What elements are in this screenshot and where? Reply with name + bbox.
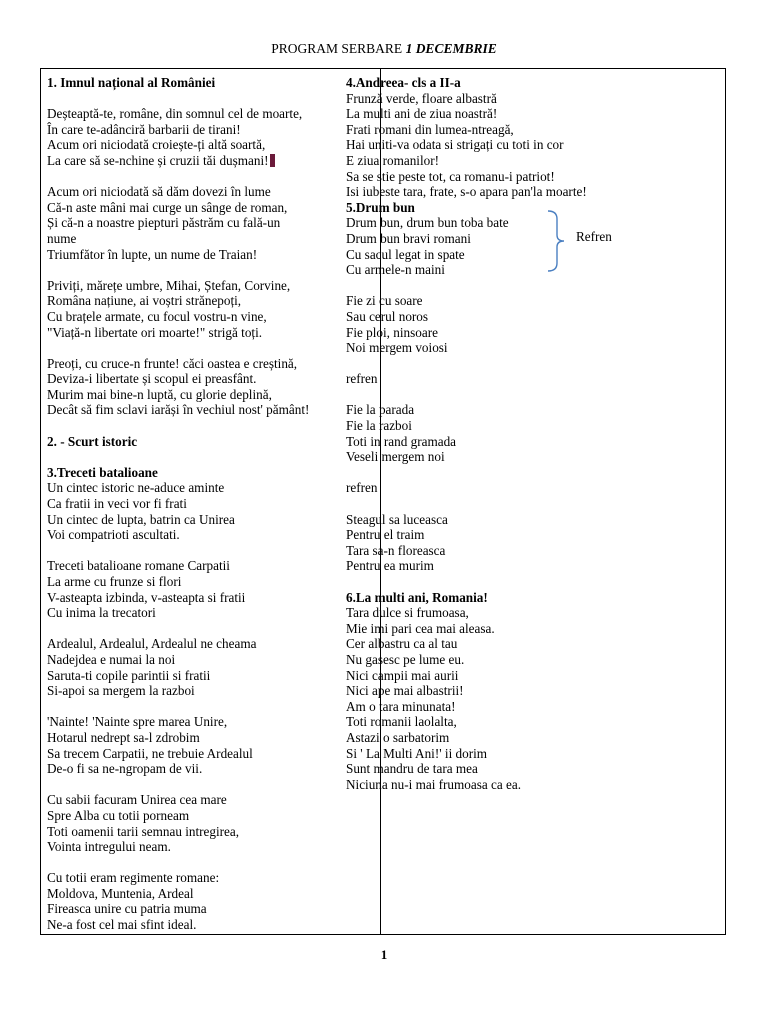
title-date: 1 DECEMBRIE: [405, 41, 497, 56]
line-text: Sunt mandru de tara mea: [346, 761, 478, 777]
line-text: Tara sa-n floreasca: [346, 542, 446, 558]
line-text: La arme cu frunze si flori: [47, 574, 182, 589]
left-verse-line: [47, 496, 375, 512]
line-text: Murim mai bine-n luptă, cu glorie deplină,: [47, 386, 272, 402]
left-verse-line: [47, 839, 375, 855]
left-section-heading: [47, 434, 375, 450]
line-text: Un cintec de lupta, batrin ca Unirea: [47, 511, 235, 527]
line-text: Pentru ea murim: [346, 558, 434, 574]
line-text: Ca fratii in veci vor fi frati: [47, 496, 187, 512]
line-text: 1. Imnul național al României: [47, 75, 216, 90]
line-text: Hotarul nedrept sa-l zdrobim: [47, 729, 200, 745]
right-verse-line: [346, 543, 716, 559]
line-text: Vointa intregului neam.: [47, 839, 171, 855]
right-verse-line: [346, 371, 716, 387]
left-verse-line: [47, 558, 375, 574]
right-verse-line: [346, 293, 716, 309]
left-verse-line: [47, 402, 375, 418]
right-verse-line: [346, 636, 716, 652]
line-text: Sau cerul noros: [346, 308, 429, 324]
title-prefix: PROGRAM SERBARE: [271, 41, 406, 56]
line-text: Cu inima la trecatori: [47, 605, 156, 621]
left-verse-line: [47, 574, 375, 590]
left-verse-line: [47, 746, 375, 762]
left-verse-line: [47, 714, 375, 730]
right-verse-line: [346, 777, 716, 793]
right-verse-line: [346, 714, 716, 730]
line-text: Cu totii eram regimente romane:: [47, 870, 220, 886]
left-verse-line: [47, 917, 375, 933]
line-text: "Viață-n libertate ori moarte!" strigă toți.: [47, 324, 263, 340]
left-verse-line: [47, 247, 375, 263]
line-text: Hai uniti-va odata si strigați cu toti in cor: [346, 137, 564, 153]
line-text: Sa trecem Carpatii, ne trebuie Ardealul: [47, 745, 253, 761]
left-verse-line: [47, 122, 375, 138]
right-verse-line: [346, 215, 716, 231]
spacer: [346, 465, 716, 481]
right-verse-line: [346, 434, 716, 450]
spacer: [47, 777, 375, 793]
right-verse-line: [346, 761, 716, 777]
right-section-heading: [346, 200, 716, 216]
right-verse-line: [346, 309, 716, 325]
left-verse-line: [47, 153, 375, 169]
left-verse-line: [47, 325, 375, 341]
right-verse-line: [346, 558, 716, 574]
line-text: Nadejdea e numai la noi: [47, 651, 176, 667]
left-section-heading: [47, 75, 375, 91]
right-verse-line: [346, 480, 716, 496]
line-text: Mie imi pari cea mai aleasa.: [346, 620, 495, 636]
line-text: Frati romani din lumea-ntreagă,: [346, 121, 514, 137]
line-text: De-o fi sa ne-ngropam de vii.: [47, 761, 203, 777]
left-verse-line: [47, 184, 375, 200]
right-verse-line: [346, 325, 716, 341]
line-text: Româna națiune, ai voștri strănepoți,: [47, 293, 242, 309]
right-verse-line: [346, 247, 716, 263]
line-text: Cu sacul legat in spate: [346, 246, 465, 262]
line-text: Fie la razboi: [346, 418, 412, 434]
right-verse-line: [346, 449, 716, 465]
spacer: [47, 543, 375, 559]
spacer: [47, 91, 375, 107]
left-verse-line: [47, 792, 375, 808]
spacer: [346, 278, 716, 294]
spacer: [47, 699, 375, 715]
line-text: Drum bun bravi romani: [346, 230, 471, 246]
right-verse-line: [346, 122, 716, 138]
right-verse-line: [346, 153, 716, 169]
right-verse-line: [346, 668, 716, 684]
left-verse-line: [47, 527, 375, 543]
line-text: Drum bun, drum bun toba bate: [346, 215, 509, 231]
line-text: La care să se-nchine și cruzii tăi dușmani!: [47, 152, 269, 168]
right-verse-line: [346, 699, 716, 715]
line-text: Cu brațele armate, cu focul vostru-n vine,: [47, 308, 267, 324]
left-verse-line: [47, 605, 375, 621]
line-text: Cu armele-n maini: [346, 262, 445, 278]
left-verse-line: [47, 590, 375, 606]
line-text: Veseli mergem noi: [346, 449, 445, 465]
line-text: Ne-a fost cel mai sfint ideal.: [47, 917, 197, 933]
line-text: Noi mergem voiosi: [346, 340, 448, 356]
line-text: Că-n aste mâni mai curge un sânge de roman,: [47, 199, 288, 215]
line-text: Nu gasesc pe lume eu.: [346, 651, 465, 667]
line-text: 'Nainte! 'Nainte spre marea Unire,: [47, 714, 228, 730]
left-verse-line: [47, 870, 375, 886]
line-text: Priviți, mărețe umbre, Mihai, Ștefan, Corvine,: [47, 277, 291, 293]
spacer: [346, 356, 716, 372]
spacer: [47, 418, 375, 434]
left-verse-line: [47, 106, 375, 122]
line-text: Ardealul, Ardealul, Ardealul ne cheama: [47, 636, 257, 652]
left-verse-line: [47, 387, 375, 403]
refrain-brace-icon: [545, 209, 567, 273]
right-section-heading: [346, 75, 716, 91]
line-text: Decât să fim sclavi iarăși în vechiul nost' pământ!: [47, 402, 310, 418]
left-verse-line: [47, 668, 375, 684]
line-text: nume: [47, 230, 77, 246]
left-verse-line: [47, 730, 375, 746]
line-text: Toti oamenii tarii semnau intregirea,: [47, 823, 240, 839]
right-verse-line: [346, 605, 716, 621]
line-text: Acum ori niciodată să dăm dovezi în lume: [47, 184, 271, 200]
spacer: [47, 340, 375, 356]
spacer: [346, 574, 716, 590]
line-text: 2. - Scurt istoric: [47, 433, 138, 449]
line-text: Voi compatrioti ascultati.: [47, 527, 180, 543]
right-verse-line: [346, 730, 716, 746]
right-column: [346, 75, 716, 792]
line-text: E ziua romanilor!: [346, 152, 440, 168]
line-text: refren: [346, 371, 378, 387]
document-title: [0, 41, 768, 57]
line-text: Toti in rand gramada: [346, 433, 457, 449]
right-verse-line: [346, 621, 716, 637]
left-verse-line: [47, 480, 378, 496]
left-verse-line: [47, 278, 375, 294]
left-verse-line: [47, 137, 375, 153]
line-text: Un cintec istoric ne-aduce aminte: [47, 480, 225, 496]
line-text: 5.Drum bun: [346, 199, 415, 215]
left-verse-line: [47, 215, 375, 231]
left-section-heading: [47, 465, 375, 481]
line-text: Fireasca unire cu patria muma: [47, 901, 207, 917]
line-text: Preoți, cu cruce-n frunte! căci oastea e creștină,: [47, 355, 298, 371]
left-verse-line: [47, 231, 375, 247]
line-text: 4.Andreea- cls a II-a: [346, 75, 461, 90]
line-text: Spre Alba cu totii porneam: [47, 807, 190, 823]
line-text: Steagul sa luceasca: [346, 511, 448, 527]
right-verse-line: [346, 652, 716, 668]
line-text: Am o tara minunata!: [346, 698, 456, 714]
right-verse-line: [346, 512, 716, 528]
spacer: [346, 387, 716, 403]
left-verse-line: [47, 901, 375, 917]
left-verse-line: [47, 761, 375, 777]
right-verse-line: [346, 418, 716, 434]
line-text: Acum ori niciodată croiește-ți altă soartă,: [47, 137, 266, 153]
line-text: Tara dulce si frumoasa,: [346, 605, 469, 621]
right-verse-line: [346, 106, 716, 122]
line-text: Isi iubeste tara, frate, s-o apara pan'la moarte!: [346, 184, 587, 200]
line-text: Nici ape mai albastrii!: [346, 683, 464, 699]
spacer: [47, 262, 375, 278]
line-text: Pentru el traim: [346, 527, 425, 543]
spacer: [346, 496, 716, 512]
line-text: Si-apoi sa mergem la razboi: [47, 683, 195, 699]
right-verse-line: [346, 340, 716, 356]
left-verse-line: [47, 371, 378, 387]
left-verse-line: [47, 886, 375, 902]
line-text: Frunză verde, floare albastră: [346, 90, 497, 106]
line-text: Treceti batalioane romane Carpatii: [47, 558, 230, 574]
spacer: [47, 169, 375, 185]
line-text: Moldova, Muntenia, Ardeal: [47, 885, 194, 901]
line-text: refren: [346, 480, 378, 496]
line-text: 3.Treceti batalioane: [47, 464, 158, 480]
line-text: Sa se stie peste tot, ca romanu-i patriot!: [346, 168, 555, 184]
left-verse-line: [47, 652, 375, 668]
left-verse-line: [47, 808, 375, 824]
left-verse-line: [47, 293, 375, 309]
right-verse-line: [346, 184, 716, 200]
line-text: V-asteapta izbinda, v-asteapta si fratii: [47, 589, 246, 605]
right-verse-line: [346, 137, 716, 153]
right-verse-line: [346, 262, 716, 278]
line-text: Si ' La Multi Ani!' ii dorim: [346, 745, 488, 761]
right-verse-line: [346, 683, 716, 699]
right-verse-line: [346, 527, 716, 543]
line-text: Niciuna nu-i mai frumoasa ca ea.: [346, 776, 522, 792]
spacer: [47, 621, 375, 637]
spacer: [47, 855, 375, 871]
right-verse-line: [346, 91, 716, 107]
left-verse-line: [47, 636, 375, 652]
line-text: Toti romanii laolalta,: [346, 714, 457, 730]
line-text: Fie zi cu soare: [346, 293, 423, 309]
spacer: [47, 449, 375, 465]
right-section-heading: [346, 590, 716, 606]
line-text: În care te-adânciră barbarii de tirani!: [47, 121, 241, 137]
line-text: Deșteaptă-te, române, din somnul cel de moarte,: [47, 106, 303, 122]
line-text: La multi ani de ziua noastră!: [346, 106, 498, 122]
line-text: Triumfător în lupte, un nume de Traian!: [47, 246, 258, 262]
right-verse-line: [346, 169, 716, 185]
line-text: Fie ploi, ninsoare: [346, 324, 438, 340]
line-text: Fie la parada: [346, 402, 415, 418]
line-text: Cer albastru ca al tau: [346, 636, 458, 652]
left-verse-line: [47, 200, 375, 216]
right-verse-line: [346, 402, 716, 418]
page-number: 1: [380, 947, 388, 962]
line-text: 6.La multi ani, Romania!: [346, 589, 488, 605]
line-text: Și că-n a noastre piepturi păstrăm cu fală-un: [47, 215, 281, 231]
line-text: Astazi o sarbatorim: [346, 729, 450, 745]
left-verse-line: [47, 512, 375, 528]
left-verse-line: [47, 356, 375, 372]
left-verse-line: [47, 824, 375, 840]
program-table: [40, 68, 726, 935]
text-cursor-marker: [270, 154, 275, 167]
line-text: Nici campii mai aurii: [346, 667, 459, 683]
right-verse-line: [346, 746, 716, 762]
line-text: Cu sabii facuram Unirea cea mare: [47, 792, 227, 808]
line-text: Saruta-ti copile parintii si fratii: [47, 667, 211, 683]
line-text: Deviza-i libertate și scopul ei preasfânt.: [47, 371, 257, 387]
right-verse-line: [346, 231, 716, 247]
left-column: [47, 75, 378, 933]
left-verse-line: [47, 309, 375, 325]
refrain-label: Refren: [576, 229, 612, 244]
left-verse-line: [47, 683, 375, 699]
